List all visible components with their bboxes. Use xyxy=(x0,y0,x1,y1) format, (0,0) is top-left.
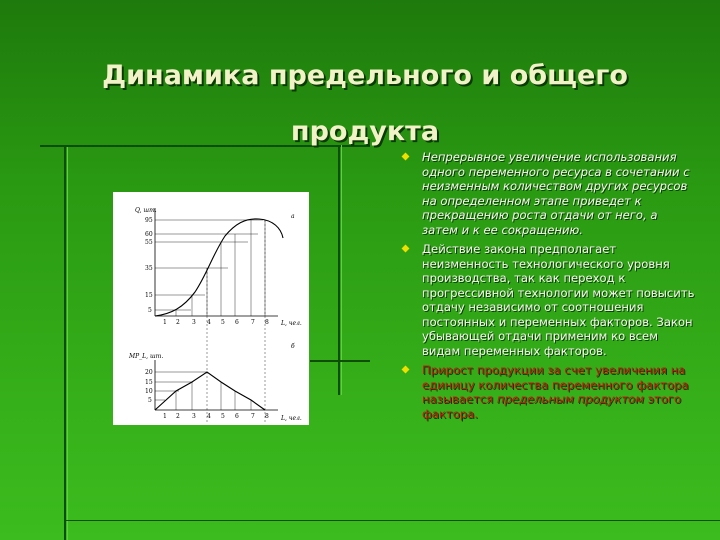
top-x-tick-6: 6 xyxy=(235,319,239,326)
top-panel-label: а xyxy=(291,213,295,220)
top-y-tick-15: 15 xyxy=(145,292,153,299)
bullet-3-text-part-2: этого фактора. xyxy=(422,392,682,421)
top-x-tick-4: 4 xyxy=(207,319,211,326)
bottom-panel-label: б xyxy=(291,343,295,350)
bottom-x-tick-2: 2 xyxy=(176,413,180,420)
decor-line-left-vertical-highlight xyxy=(67,145,68,540)
bullet-2-text: Действие закона предполагает неизменность технологического уровня производства, так как переход к прогрессивной технологии может повысить отдачу независимо от соотношения постоянных и переменных факторов. Закон убывающей отдачи применим ко всем видам переменных факторов. xyxy=(422,242,695,358)
decor-line-mid-vertical-highlight xyxy=(341,145,342,395)
bullet-marker-icon xyxy=(402,153,410,161)
bottom-y-axis-label: MP_L, шт. xyxy=(129,353,164,360)
bullet-item-1 xyxy=(400,150,695,237)
top-x-tick-5: 5 xyxy=(221,319,225,326)
decor-line-left-vertical xyxy=(64,145,66,540)
decor-line-mid-horizontal xyxy=(310,360,370,362)
bullet-marker-icon xyxy=(402,245,410,253)
bottom-x-tick-8: 8 xyxy=(265,413,269,420)
bullet-item-2 xyxy=(400,242,695,358)
bullet-list xyxy=(400,150,695,426)
total-product-curve xyxy=(155,219,283,316)
bullet-3-term: предельным продуктом xyxy=(496,392,645,406)
top-y-tick-55: 55 xyxy=(145,239,153,246)
top-x-tick-3: 3 xyxy=(192,319,196,326)
total-product-panel xyxy=(135,207,302,424)
slide-title-line-2: продукта xyxy=(290,116,440,148)
decor-line-bottom-horizontal xyxy=(66,520,720,521)
bottom-x-tick-7: 7 xyxy=(251,413,255,420)
bottom-y-tick-5: 5 xyxy=(148,397,152,404)
top-y-tick-95: 95 xyxy=(145,217,153,224)
production-curves-svg xyxy=(113,192,309,425)
bottom-x-axis-label: L, чел. xyxy=(281,415,302,422)
slide-title xyxy=(40,48,690,160)
slide-title-line-1: Динамика предельного и общего xyxy=(102,60,628,92)
bottom-x-tick-6: 6 xyxy=(235,413,239,420)
bullet-item-3 xyxy=(400,363,695,421)
top-y-tick-35: 35 xyxy=(145,265,153,272)
marginal-product-panel xyxy=(128,343,302,422)
bottom-x-tick-4: 4 xyxy=(207,413,211,420)
bottom-x-tick-3: 3 xyxy=(192,413,196,420)
bottom-y-tick-15: 15 xyxy=(145,379,153,386)
bottom-y-tick-20: 20 xyxy=(145,369,153,376)
top-x-tick-7: 7 xyxy=(251,319,255,326)
bullet-marker-icon xyxy=(402,366,410,374)
top-x-tick-8: 8 xyxy=(265,319,269,326)
top-x-tick-2: 2 xyxy=(176,319,180,326)
bullet-1-text: Непрерывное увеличение использования одного переменного ресурса в сочетании с неизменным количеством других ресурсов на определенном этапе приведет к прекращению роста отдачи от него, а затем и к ее сокращению. xyxy=(422,150,690,237)
bottom-y-tick-10: 10 xyxy=(145,388,153,395)
bullet-3-text-part-1: Прирост продукции за счет увеличения на единицу количества переменного фактора называется xyxy=(422,363,689,406)
bottom-x-tick-1: 1 xyxy=(163,413,167,420)
top-y-tick-5: 5 xyxy=(148,307,152,314)
top-x-axis-label: L, чел. xyxy=(281,320,302,327)
top-y-tick-60: 60 xyxy=(145,231,153,238)
top-y-axis-label: Q, шт. xyxy=(135,207,157,214)
production-curves-figure xyxy=(113,192,309,425)
top-x-tick-1: 1 xyxy=(163,319,167,326)
decor-line-mid-vertical xyxy=(338,145,340,395)
bottom-x-tick-5: 5 xyxy=(221,413,225,420)
